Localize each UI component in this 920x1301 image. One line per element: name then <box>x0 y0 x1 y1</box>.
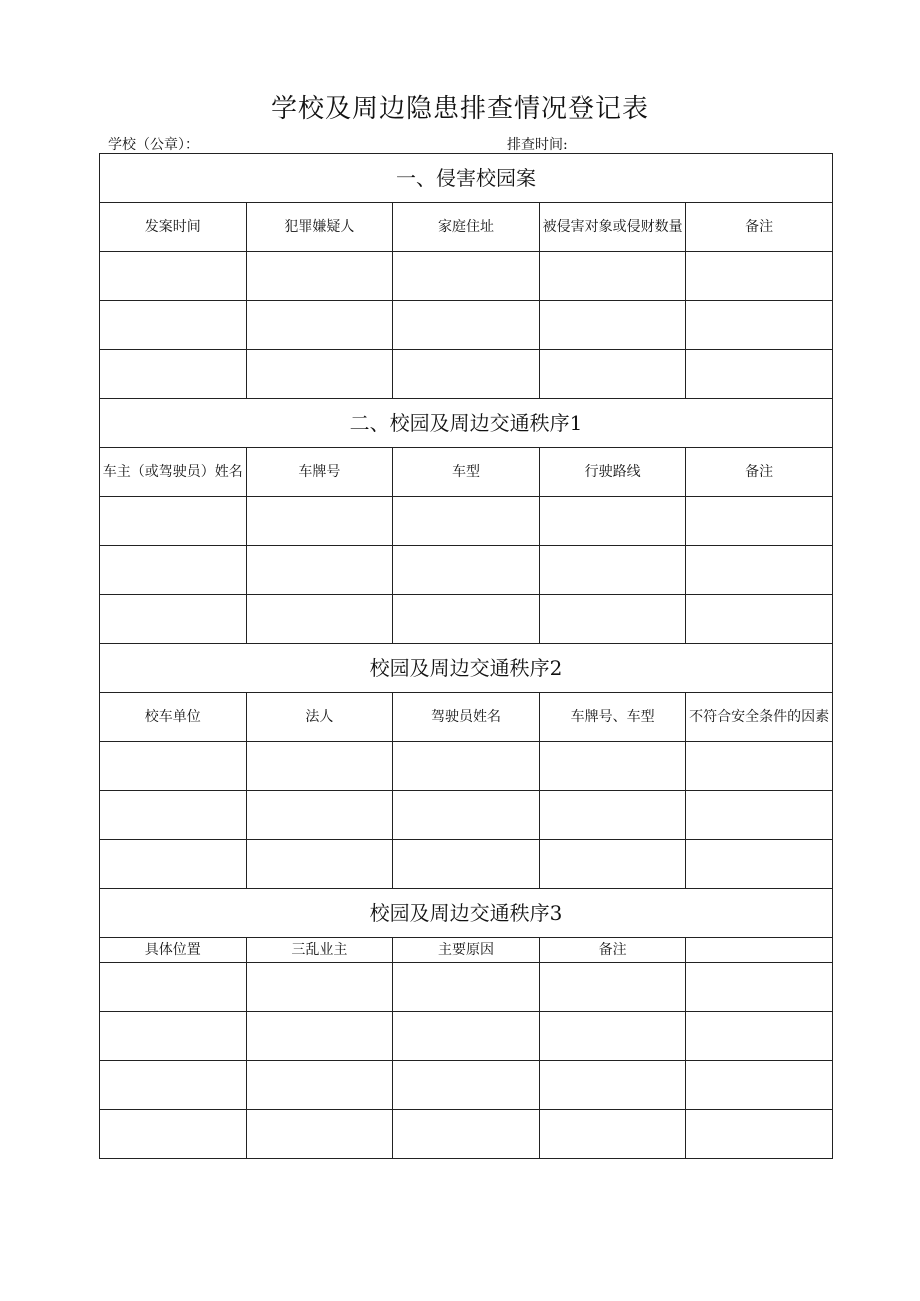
column-header: 被侵害对象或侵财数量 <box>539 203 686 252</box>
table-row <box>100 1012 833 1061</box>
column-header: 家庭住址 <box>393 203 540 252</box>
form-title: 学校及周边隐患排查情况登记表 <box>270 94 649 124</box>
column-header: 车型 <box>393 448 540 497</box>
empty-cell[interactable] <box>246 840 393 889</box>
empty-cell[interactable] <box>539 840 686 889</box>
register-table <box>99 153 833 1159</box>
section-title-row <box>100 399 833 448</box>
empty-cell[interactable] <box>686 252 833 301</box>
empty-cell[interactable] <box>393 742 540 791</box>
column-header-row <box>100 448 833 497</box>
empty-cell[interactable] <box>246 252 393 301</box>
empty-cell[interactable] <box>686 497 833 546</box>
column-header: 不符合安全条件的因素 <box>686 693 833 742</box>
empty-cell[interactable] <box>686 1012 833 1061</box>
table-row <box>100 301 833 350</box>
empty-cell[interactable] <box>539 497 686 546</box>
empty-cell[interactable] <box>100 1012 247 1061</box>
column-header: 车主（或驾驶员）姓名 <box>100 448 247 497</box>
empty-cell[interactable] <box>686 742 833 791</box>
empty-cell[interactable] <box>539 963 686 1012</box>
empty-cell[interactable] <box>246 1061 393 1110</box>
table-row <box>100 252 833 301</box>
empty-cell[interactable] <box>100 742 247 791</box>
column-header: 备注 <box>539 938 686 963</box>
table-row <box>100 963 833 1012</box>
section-title: 二、校园及周边交通秩序1 <box>100 399 833 448</box>
empty-cell[interactable] <box>393 546 540 595</box>
empty-cell[interactable] <box>100 791 247 840</box>
section-title-row <box>100 644 833 693</box>
column-header: 法人 <box>246 693 393 742</box>
empty-cell[interactable] <box>686 350 833 399</box>
empty-cell[interactable] <box>246 791 393 840</box>
column-header-row <box>100 693 833 742</box>
empty-cell[interactable] <box>246 546 393 595</box>
empty-cell[interactable] <box>100 497 247 546</box>
empty-cell[interactable] <box>100 963 247 1012</box>
empty-cell[interactable] <box>246 742 393 791</box>
empty-cell[interactable] <box>393 791 540 840</box>
empty-cell[interactable] <box>686 963 833 1012</box>
empty-cell[interactable] <box>100 840 247 889</box>
empty-cell[interactable] <box>393 840 540 889</box>
empty-cell[interactable] <box>686 595 833 644</box>
empty-cell[interactable] <box>539 791 686 840</box>
empty-cell[interactable] <box>246 595 393 644</box>
empty-cell[interactable] <box>686 840 833 889</box>
column-header: 校车单位 <box>100 693 247 742</box>
column-header: 车牌号 <box>246 448 393 497</box>
empty-cell[interactable] <box>100 252 247 301</box>
empty-cell[interactable] <box>539 1061 686 1110</box>
table-row <box>100 1110 833 1159</box>
empty-cell[interactable] <box>246 1012 393 1061</box>
empty-cell[interactable] <box>393 1012 540 1061</box>
table-row <box>100 546 833 595</box>
empty-cell[interactable] <box>100 546 247 595</box>
column-header: 备注 <box>686 448 833 497</box>
empty-cell[interactable] <box>539 252 686 301</box>
empty-cell[interactable] <box>539 546 686 595</box>
column-header: 车牌号、车型 <box>539 693 686 742</box>
school-seal-label: 学校（公章）： <box>108 137 199 153</box>
section-title: 一、侵害校园案 <box>100 154 833 203</box>
empty-cell[interactable] <box>246 350 393 399</box>
empty-cell[interactable] <box>539 1012 686 1061</box>
table-row <box>100 595 833 644</box>
section-title-row <box>100 154 833 203</box>
empty-cell[interactable] <box>246 301 393 350</box>
empty-cell[interactable] <box>393 595 540 644</box>
empty-cell[interactable] <box>686 1110 833 1159</box>
empty-cell[interactable] <box>246 497 393 546</box>
section-title-row <box>100 889 833 938</box>
empty-cell[interactable] <box>393 963 540 1012</box>
table-row <box>100 742 833 791</box>
column-header: 主要原因 <box>393 938 540 963</box>
empty-cell[interactable] <box>393 252 540 301</box>
empty-cell[interactable] <box>539 1110 686 1159</box>
table-row <box>100 350 833 399</box>
empty-cell[interactable] <box>246 963 393 1012</box>
empty-cell[interactable] <box>393 301 540 350</box>
empty-cell[interactable] <box>246 1110 393 1159</box>
column-header: 备注 <box>686 203 833 252</box>
empty-cell[interactable] <box>686 791 833 840</box>
column-header-row <box>100 938 833 963</box>
empty-cell[interactable] <box>393 1110 540 1159</box>
empty-cell[interactable] <box>100 595 247 644</box>
empty-cell[interactable] <box>393 350 540 399</box>
empty-cell[interactable] <box>100 301 247 350</box>
section-title: 校园及周边交通秩序2 <box>100 644 833 693</box>
table-row <box>100 791 833 840</box>
column-header: 发案时间 <box>100 203 247 252</box>
column-header-row <box>100 203 833 252</box>
table-row <box>100 1061 833 1110</box>
column-header: 犯罪嫌疑人 <box>246 203 393 252</box>
section-title: 校园及周边交通秩序3 <box>100 889 833 938</box>
table-row <box>100 840 833 889</box>
column-header: 三乱业主 <box>246 938 393 963</box>
empty-cell[interactable] <box>393 497 540 546</box>
empty-cell[interactable] <box>539 742 686 791</box>
empty-cell[interactable] <box>100 1110 247 1159</box>
empty-cell[interactable] <box>539 350 686 399</box>
column-header: 驾驶员姓名 <box>393 693 540 742</box>
table-row <box>100 497 833 546</box>
column-header: 具体位置 <box>100 938 247 963</box>
empty-cell[interactable] <box>539 595 686 644</box>
column-header <box>686 938 833 963</box>
check-time-label: 排查时间: <box>507 137 568 153</box>
empty-cell[interactable] <box>539 301 686 350</box>
column-header: 行驶路线 <box>539 448 686 497</box>
empty-cell[interactable] <box>686 546 833 595</box>
empty-cell[interactable] <box>100 1061 247 1110</box>
empty-cell[interactable] <box>100 350 247 399</box>
empty-cell[interactable] <box>686 301 833 350</box>
empty-cell[interactable] <box>393 1061 540 1110</box>
empty-cell[interactable] <box>686 1061 833 1110</box>
